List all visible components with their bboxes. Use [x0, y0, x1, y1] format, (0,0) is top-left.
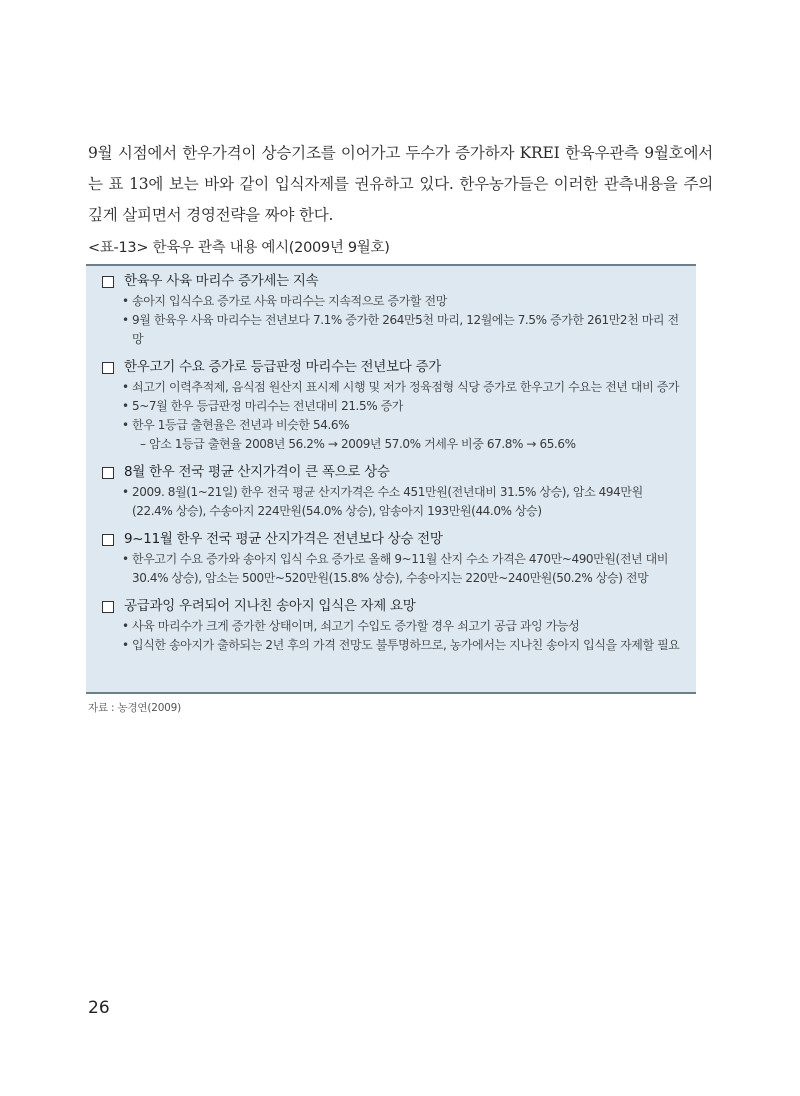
- bullet-dot-icon: •: [122, 485, 129, 499]
- outlook-section: [102, 357, 682, 454]
- section-heading: [102, 596, 682, 617]
- bullet-item: [102, 378, 682, 397]
- bullet-item: [102, 483, 682, 521]
- bullet-dot-icon: •: [122, 313, 129, 327]
- bullet-text: 2009. 8월(1~21일) 한우 전국 평균 산지가격은 수소 451만원(전년대비 31.5% 상승), 암소 494만원(22.4% 상승), 수송아지 224만원(54.0% 상승), 암송아지 193만원(44.0% 상승): [132, 485, 643, 518]
- outlook-section: [102, 462, 682, 521]
- bullet-text: 한우고기 수요 증가와 송아지 입식 수요 증가로 올해 9~11월 산지 수소 가격은 470만~490만원(전년 대비 30.4% 상승), 암소는 500만~520만원(15.8% 상승), 수송아지는 220만~240만원(50.2% 상승) 전망: [132, 552, 669, 585]
- bullet-item: [102, 416, 682, 435]
- bullet-item: [102, 311, 682, 349]
- bullet-text: 입식한 송아지가 출하되는 2년 후의 가격 전망도 불투명하므로, 농가에서는 지나친 송아지 입식을 자제할 필요: [132, 638, 680, 652]
- bullet-text: 한우 1등급 출현율은 전년과 비슷한 54.6%: [132, 418, 350, 432]
- bullet-dot-icon: •: [122, 418, 129, 432]
- section-heading-text: 공급과잉 우려되어 지나친 송아지 입식은 자제 요망: [124, 598, 416, 614]
- outlook-section: [102, 529, 682, 588]
- square-bullet-icon: [102, 467, 114, 479]
- section-heading-text: 8월 한우 전국 평균 산지가격이 큰 폭으로 상승: [124, 464, 390, 480]
- bullet-dot-icon: •: [122, 552, 129, 566]
- section-heading: [102, 357, 682, 378]
- outlook-section: [102, 596, 682, 655]
- bullet-dot-icon: •: [122, 399, 129, 413]
- bullet-item: [102, 397, 682, 416]
- bullet-item: [102, 636, 682, 655]
- bullet-item: [102, 617, 682, 636]
- bullet-text: 9월 한육우 사육 마리수는 전년보다 7.1% 증가한 264만5천 마리, 12월에는 7.5% 증가한 261만2천 마리 전망: [132, 313, 679, 346]
- square-bullet-icon: [102, 534, 114, 546]
- bullet-text: 송아지 입식수요 증가로 사육 마리수는 지속적으로 증가할 전망: [132, 294, 447, 308]
- section-heading: [102, 529, 682, 550]
- square-bullet-icon: [102, 276, 114, 288]
- section-heading: [102, 271, 682, 292]
- page-number: 26: [88, 998, 110, 1018]
- section-heading: [102, 462, 682, 483]
- bullet-dot-icon: •: [122, 294, 129, 308]
- square-bullet-icon: [102, 362, 114, 374]
- table-caption: <표-13> 한육우 관측 내용 예시(2009년 9월호): [88, 240, 390, 256]
- bullet-text: 사육 마리수가 크게 증가한 상태이며, 쇠고기 수입도 증가할 경우 쇠고기 공급 과잉 가능성: [132, 619, 580, 633]
- bullet-item: [102, 292, 682, 311]
- bullet-text: 5~7월 한우 등급판정 마리수는 전년대비 21.5% 증가: [132, 399, 403, 413]
- section-heading-text: 한육우 사육 마리수 증가세는 지속: [124, 273, 319, 289]
- outlook-section: [102, 271, 682, 349]
- square-bullet-icon: [102, 601, 114, 613]
- bullet-dot-icon: •: [122, 638, 129, 652]
- bullet-item: [102, 550, 682, 588]
- section-heading-text: 한우고기 수요 증가로 등급판정 마리수는 전년보다 증가: [124, 359, 441, 375]
- section-heading-text: 9~11월 한우 전국 평균 산지가격은 전년보다 상승 전망: [124, 531, 443, 547]
- bullet-dot-icon: •: [122, 380, 129, 394]
- sub-bullet-text: – 암소 1등급 출현율 2008년 56.2% → 2009년 57.0% 거세우 비중 67.8% → 65.6%: [140, 437, 576, 451]
- bullet-dot-icon: •: [122, 619, 129, 633]
- intro-paragraph: 9월 시점에서 한우가격이 상승기조를 이어가고 두수가 증가하자 KREI 한육우관측 9월호에서는 표 13에 보는 바와 같이 입식자제를 권유하고 있다. 한우농가들은 이러한 관측내용을 주의 깊게 살피면서 경영전략을 짜야 한다.: [88, 143, 713, 224]
- outlook-box: [86, 264, 696, 694]
- bullet-text: 쇠고기 이력추적제, 음식점 원산지 표시제 시행 및 저가 정육점형 식당 증가로 한우고기 수요는 전년 대비 증가: [132, 380, 680, 394]
- source-note: 자료 : 농경연(2009): [88, 702, 182, 714]
